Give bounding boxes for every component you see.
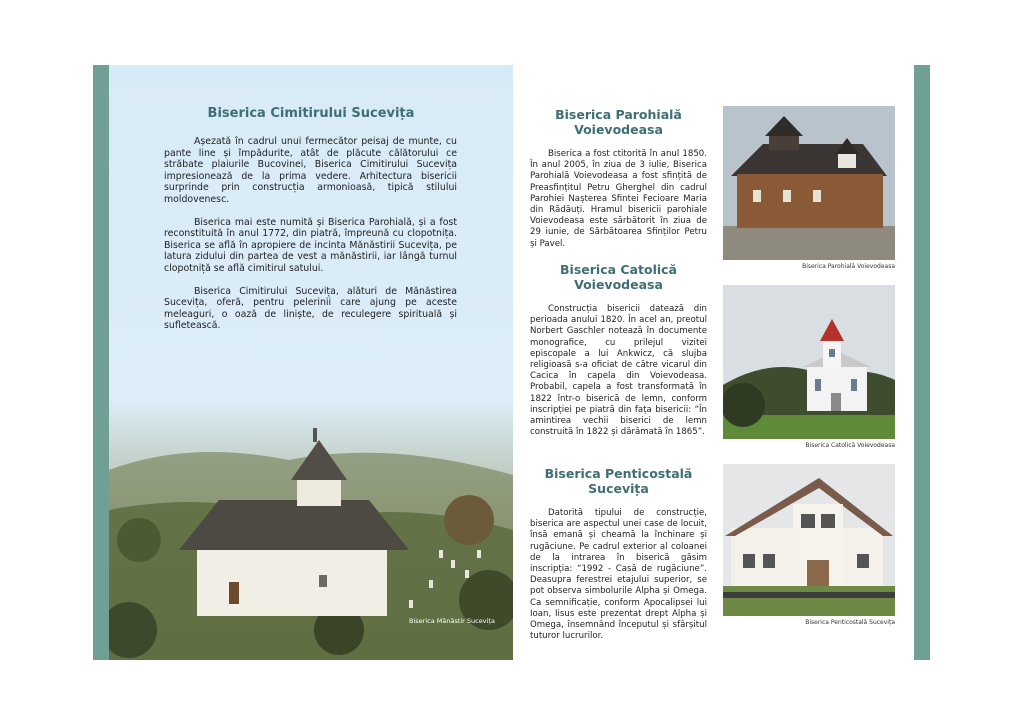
section-text: Biserica a fost ctitorită în anul 1850. În anul 2005, în ziua de 3 iulie, Biserica Parohială Voievodeasa a fost sfințită de Preasfințitul Petru Gherghel din cadrul Parohiei Nașterea Sfintei Fecioare Maria din Rădăuți. Hramul bisericii parohiale Voievodeasa este sărbătorit în ziua de 29 iunie, de Sărbătoarea Sfinților Petru și Pavel. xyxy=(530,149,707,249)
left-photo-caption: Biserica Mănăstir Sucevița xyxy=(409,617,495,625)
left-accent-bar xyxy=(93,65,109,660)
right-accent-bar xyxy=(914,65,930,660)
wooden-church-photo xyxy=(723,106,895,260)
pentecostal-church-photo xyxy=(723,464,895,616)
left-paragraph-3: Biserica Cimitirului Sucevița, alături de Mănăstirea Sucevița, oferă, pentru pelerinii care ajung pe aceste meleaguri, o oază de liniște, de reculegere spirituală și sufletească. xyxy=(164,285,457,332)
section-text: Datorită tipului de construcție, biserica are aspectul unei case de locuit, însă emană și cheamă la închinare și rugăciune. Pe cadrul exterior al coloanei de la intrarea în biserică găsim inscripția: “1992 - Casă de rugăciune”. Deasupra ferestrei etajului superior, se pot observa simbolurile Alpha și Omega. Ca semnificație, conform Apocalipsei lui Ioan, Iisus este prezentat drept Alpha și Omega, însemnând începutul și sfârșitul tuturor lucrurilor. xyxy=(530,508,707,642)
section-text: Construcția bisericii datează din perioada anului 1820. În acel an, preotul Norbert Gaschler notează în documente monografice, cu prilejul vizitei episcopale a lui Ankwicz, că slujba religioasă s-a oficiat de către vicarul din Cacica în capela din Voievodeasa. Probabil, capela a fost transformată în 1822 într-o biserică de lemn, conform inscripției pe piatră din fața bisericii: “În amintirea vechii biserici de lemn construită în 1822 și dărâmată în 1865”. xyxy=(530,304,707,438)
section-catolica xyxy=(530,262,707,438)
section-title: Biserica Parohială Voievodeasa xyxy=(555,107,682,137)
section-title: Biserica Catolică Voievodeasa xyxy=(560,262,677,292)
section-title: Biserica Penticostală Sucevița xyxy=(544,466,693,496)
left-page-body xyxy=(164,136,457,343)
catholic-church-photo xyxy=(723,285,895,439)
left-paragraph-2: Biserica mai este numită și Biserica Parohială, și a fost reconstituită în anul 1772, din piatră, împreună cu clopotnița. Biserica se află în apropiere de incinta Mănăstirii Sucevița, pe latura zidului din partea de vest a mănăstirii, iar lângă turnul clopotniță se află cimitirul satului. xyxy=(164,216,457,274)
section-penticostala xyxy=(530,466,707,642)
photo-caption: Biserica Catolică Voievodeasa xyxy=(805,442,895,449)
photo-caption: Biserica Penticostală Sucevița xyxy=(805,619,895,626)
left-page-title: Biserica Cimitirului Sucevița xyxy=(207,106,415,121)
left-page xyxy=(109,65,513,660)
photo-caption: Biserica Parohială Voievodeasa xyxy=(802,263,895,270)
left-paragraph-1: Așezată în cadrul unui fermecător peisaj de munte, cu pante line și împădurite, atât de plăcute călătorului ce străbate plaiurile Bucovinei, Biserica Cimitirului Sucevița impresionează de la prima vedere. Arhitectura bisericii surprinde prin construcția armonioasă, tipică stilului moldovenesc. xyxy=(164,136,457,205)
section-parohiala xyxy=(530,107,707,250)
